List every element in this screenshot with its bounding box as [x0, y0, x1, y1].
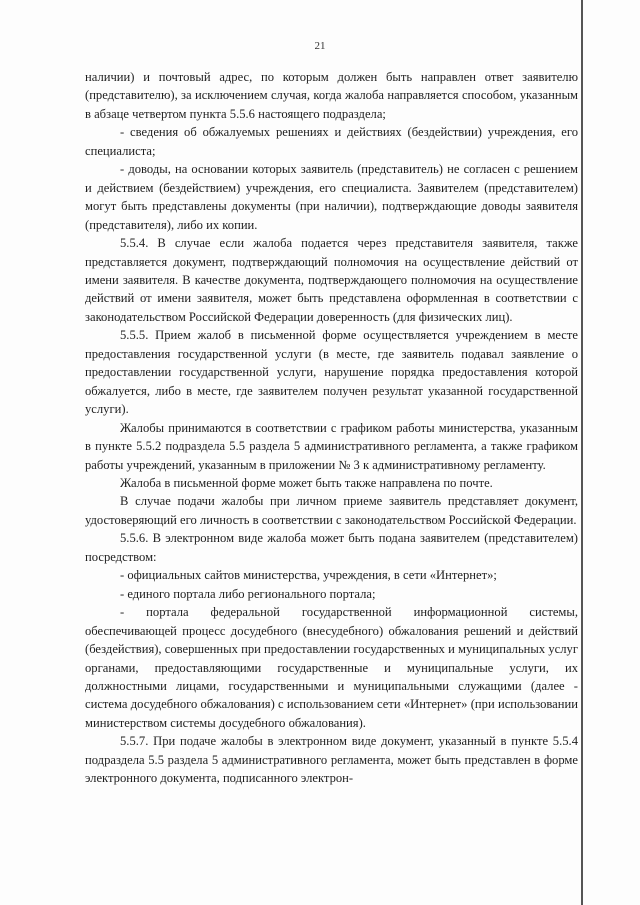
paragraph: - сведения об обжалуемых решениях и действиях (бездействии) учреждения, его специалиста; — [85, 125, 578, 158]
paragraph: - единого портала либо регионального портала; — [120, 586, 376, 601]
paragraph: - доводы, на основании которых заявитель (представитель) не согласен с решением и действием (бездействием) учреждения, его специалиста. Заявителем (представителем) могут быть представлены документы (при наличии), подтверждающие доводы заявителя (представителя), либо их копии. — [85, 162, 578, 232]
scan-edge-line — [581, 0, 583, 905]
paragraph: 5.5.6. В электронном виде жалоба может быть подана заявителем (представителем) посредством: — [85, 531, 578, 564]
paragraph: - портала федеральной государственной информационной системы, обеспечивающей процесс досудебного (внесудебного) обжалования решений и действий (бездействия), совершенных при предоставлении государственных и муниципальных услуг органами, предоставляющими государственные и муниципальные услуги, их должностными лицами, государственными и муниципальными служащими (далее - система досудебного обжалования) с использованием сети «Интернет» (при использовании министерством системы досудебного обжалования). — [85, 605, 578, 730]
paragraph: Жалобы принимаются в соответствии с графиком работы министерства, указанным в пункте 5.5.2 подраздела 5.5 раздела 5 административного регламента, а также графиком работы учреждений, указанным в приложении № 3 к административному регламенту. — [85, 420, 578, 472]
paragraph: 5.5.5. Прием жалоб в письменной форме осуществляется учреждением в месте предоставления государственной услуги (в месте, где заявитель подавал заявление о предоставлении государственной услуги, нарушение порядка предоставления которой обжалуется, либо в месте, где заявителем получен результат указанной государственной услуги). — [85, 328, 578, 417]
paragraph: 5.5.7. При подаче жалобы в электронном виде документ, указанный в пункте 5.5.4 подраздела 5.5 раздела 5 административного регламента, может быть представлен в форме электронного документа, подписанного электрон- — [85, 734, 578, 786]
paragraph: - официальных сайтов министерства, учреждения, в сети «Интернет»; — [120, 568, 497, 583]
paragraph: Жалоба в письменной форме может быть также направлена по почте. — [120, 475, 493, 490]
page-number: 21 — [314, 40, 326, 52]
document-body — [85, 68, 578, 788]
paragraph: наличии) и почтовый адрес, по которым должен быть направлен ответ заявителю (представителю), за исключением случая, когда жалоба направляется способом, указанным в абзаце четвертом пункта 5.5.6 настоящего подраздела; — [85, 70, 578, 121]
paragraph: В случае подачи жалобы при личном приеме заявитель представляет документ, удостоверяющий его личность в соответствии с законодательством Российской Федерации. — [85, 494, 578, 527]
paragraph: 5.5.4. В случае если жалоба подается через представителя заявителя, также представляется документ, подтверждающий полномочия на осуществление действий от имени заявителя. В качестве документа, подтверждающего полномочия на осуществление действий от имени заявителя, может быть представлена оформленная в соответствии с законодательством Российской Федерации доверенность (для физических лиц). — [85, 236, 578, 324]
